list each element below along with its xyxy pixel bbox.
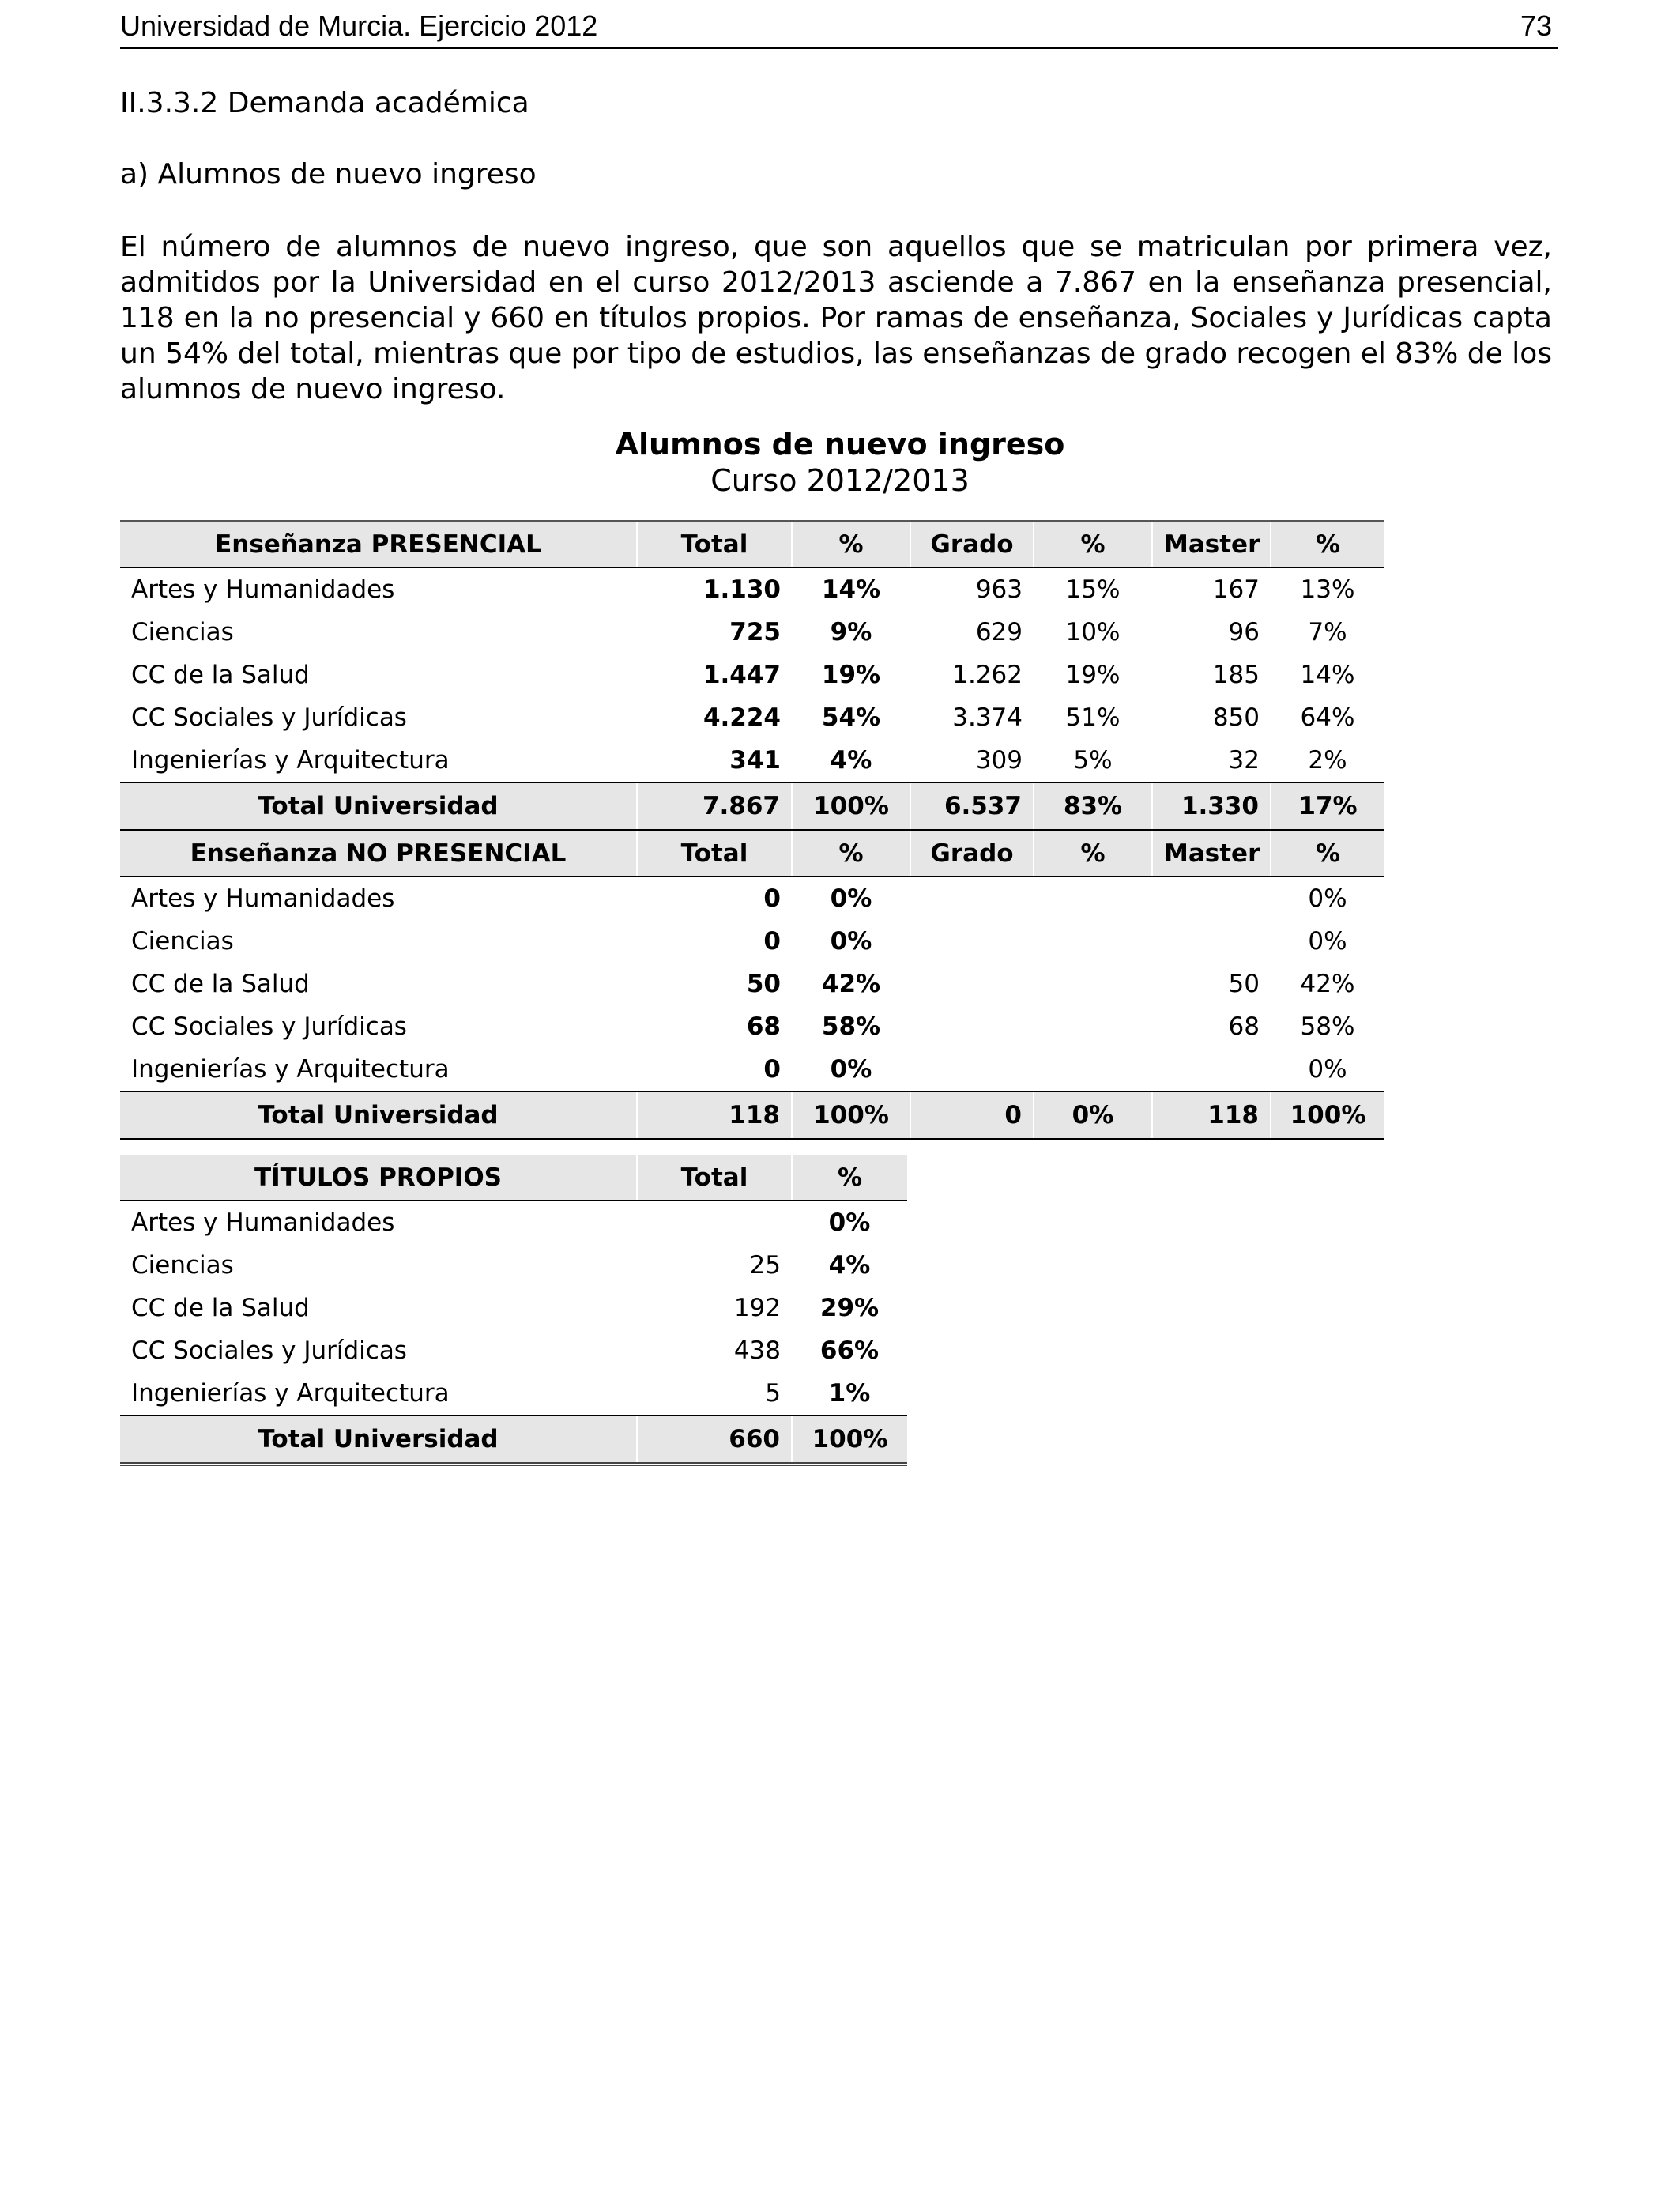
page-number: 73 (1520, 9, 1552, 42)
percent-cell: 66% (819, 1336, 880, 1365)
grado-cell (910, 1048, 1034, 1091)
percent-cell: 100% (792, 1416, 907, 1465)
table-row (120, 1329, 907, 1372)
percent-cell: 5% (1073, 746, 1113, 775)
master-cell: 185 (1212, 661, 1260, 689)
total-cell: 1.130 (703, 575, 781, 604)
grado-cell (910, 920, 1034, 963)
percent-cell: 42% (1300, 970, 1355, 998)
header-title: Universidad de Murcia. Ejercicio 2012 (120, 9, 598, 42)
percent-cell (1034, 1005, 1152, 1048)
table-header-row (120, 1155, 907, 1201)
enrollment-table-presencial (120, 520, 1384, 1140)
table-title: Alumnos de nuevo ingreso (615, 427, 1065, 462)
total-cell: 4.224 (703, 703, 781, 732)
master-cell: 32 (1228, 746, 1260, 775)
header-cell: % (792, 831, 910, 877)
row-label: CC de la Salud (131, 1294, 310, 1322)
total-cell: 341 (729, 746, 781, 775)
grado-cell (910, 1005, 1034, 1048)
table-header-row (120, 522, 1384, 568)
total-cell: 0 (763, 1055, 781, 1084)
percent-cell (1034, 920, 1152, 963)
percent-cell: 4% (830, 746, 872, 775)
percent-cell: 100% (792, 782, 910, 831)
percent-cell: 15% (1065, 575, 1121, 604)
header-cell: % (1034, 831, 1152, 877)
percent-cell: 54% (821, 703, 881, 732)
header-cell: TÍTULOS PROPIOS (120, 1155, 637, 1201)
total-cell: 5 (765, 1379, 781, 1408)
header-cell: Total (637, 1155, 792, 1201)
percent-cell: 14% (1300, 661, 1355, 689)
percent-cell: 7% (1308, 618, 1347, 647)
header-cell: % (1271, 522, 1384, 568)
table-header-row (120, 831, 1384, 877)
percent-cell: 19% (1065, 661, 1121, 689)
table-total-row (120, 1416, 907, 1465)
percent-cell: 58% (821, 1012, 881, 1041)
percent-cell: 100% (792, 1091, 910, 1140)
master-cell: 96 (1228, 618, 1260, 647)
row-label: CC de la Salud (131, 970, 310, 998)
row-label: Artes y Humanidades (131, 575, 395, 604)
total-cell: 725 (729, 618, 781, 647)
row-label: Artes y Humanidades (131, 884, 395, 913)
enrollment-table-titulos-propios (120, 1155, 907, 1466)
header-cell: Total (637, 522, 792, 568)
percent-cell: 9% (830, 618, 872, 647)
total-cell: 50 (746, 970, 781, 998)
master-cell (1152, 920, 1271, 963)
table-row (120, 1201, 907, 1244)
total-cell: 192 (733, 1294, 781, 1322)
header-cell: % (1271, 831, 1384, 877)
total-cell: 68 (746, 1012, 781, 1041)
row-label: Ingenierías y Arquitectura (131, 746, 450, 775)
table-row (120, 1005, 1384, 1048)
table-subtitle: Curso 2012/2013 (710, 463, 970, 498)
total-cell: 25 (749, 1251, 781, 1280)
master-cell: 50 (1228, 970, 1260, 998)
master-cell: 1.330 (1152, 782, 1271, 831)
table-row (120, 876, 1384, 920)
percent-cell: 64% (1300, 703, 1355, 732)
table-row (120, 1048, 1384, 1091)
percent-cell: 2% (1308, 746, 1347, 775)
table-row (120, 611, 1384, 654)
percent-cell: 0% (830, 1055, 872, 1084)
master-cell: 118 (1152, 1091, 1271, 1140)
table-row (120, 1287, 907, 1329)
row-label: Ingenierías y Arquitectura (131, 1379, 450, 1408)
percent-cell: 19% (821, 661, 881, 689)
percent-cell: 17% (1271, 782, 1384, 831)
total-cell: 7.867 (637, 782, 792, 831)
percent-cell: 83% (1034, 782, 1152, 831)
header-cell: Grado (910, 831, 1034, 877)
row-label: CC de la Salud (131, 661, 310, 689)
total-cell: 660 (637, 1416, 792, 1465)
header-cell: % (792, 1155, 907, 1201)
section-heading: II.3.3.2 Demanda académica (120, 87, 529, 119)
row-label: Ingenierías y Arquitectura (131, 1055, 450, 1084)
percent-cell: 4% (828, 1251, 871, 1280)
total-cell: 0 (763, 927, 781, 956)
table-row (120, 739, 1384, 782)
master-cell: 167 (1212, 575, 1260, 604)
percent-cell: 10% (1065, 618, 1121, 647)
master-cell: 850 (1212, 703, 1260, 732)
header-cell: % (1034, 522, 1152, 568)
percent-cell: 0% (1034, 1091, 1152, 1140)
total-cell: 1.447 (703, 661, 781, 689)
header-cell: Grado (910, 522, 1034, 568)
total-label: Total Universidad (120, 1416, 637, 1465)
percent-cell: 0% (830, 927, 872, 956)
percent-cell: 0% (1308, 927, 1347, 956)
table-row (120, 654, 1384, 696)
percent-cell: 58% (1300, 1012, 1355, 1041)
body-paragraph: El número de alumnos de nuevo ingreso, que son aquellos que se matriculan por primera vez, admitidos por la Universidad en el curso 2012/2013 asciende a 7.867 en la enseñanza presencial, 118 en la no presencial y 660 en títulos propios. Por ramas de enseñanza, Sociales y Jurídicas capta un 54% del total, mientras que por tipo de estudios, las enseñanzas de grado recogen el 83% de los alumnos de nuevo ingreso. (120, 231, 1552, 405)
grado-cell: 0 (910, 1091, 1034, 1140)
percent-cell: 0% (830, 884, 872, 913)
grado-cell: 629 (975, 618, 1023, 647)
row-label: CC Sociales y Jurídicas (131, 703, 407, 732)
header-cell: Total (637, 831, 792, 877)
total-cell (637, 1201, 792, 1244)
grado-cell: 6.537 (910, 782, 1034, 831)
row-label: CC Sociales y Jurídicas (131, 1336, 407, 1365)
table-row (120, 696, 1384, 739)
total-cell: 118 (637, 1091, 792, 1140)
master-cell (1152, 1048, 1271, 1091)
percent-cell: 42% (821, 970, 881, 998)
table-row (120, 1244, 907, 1287)
row-label: Ciencias (131, 1251, 234, 1280)
percent-cell (1034, 1048, 1152, 1091)
table-total-row (120, 1091, 1384, 1140)
table-row (120, 567, 1384, 611)
header-cell: Enseñanza PRESENCIAL (120, 522, 637, 568)
grado-cell: 1.262 (952, 661, 1023, 689)
row-label: Ciencias (131, 618, 234, 647)
header-cell: Master (1152, 522, 1271, 568)
master-cell: 68 (1228, 1012, 1260, 1041)
header-cell: Enseñanza NO PRESENCIAL (120, 831, 637, 877)
grado-cell: 309 (975, 746, 1023, 775)
table-row (120, 920, 1384, 963)
percent-cell: 0% (1308, 884, 1347, 913)
header-cell: Master (1152, 831, 1271, 877)
total-label: Total Universidad (120, 1091, 637, 1140)
percent-cell: 0% (1308, 1055, 1347, 1084)
header-cell: % (792, 522, 910, 568)
row-label: Ciencias (131, 927, 234, 956)
percent-cell (1034, 876, 1152, 920)
table-row (120, 963, 1384, 1005)
row-label: Artes y Humanidades (131, 1208, 395, 1237)
total-label: Total Universidad (120, 782, 637, 831)
grado-cell: 3.374 (952, 703, 1023, 732)
percent-cell: 29% (819, 1294, 880, 1322)
percent-cell: 100% (1271, 1091, 1384, 1140)
percent-cell: 1% (828, 1379, 871, 1408)
percent-cell: 0% (828, 1208, 871, 1237)
percent-cell: 13% (1300, 575, 1355, 604)
running-header (120, 3, 1558, 49)
grado-cell (910, 876, 1034, 920)
table-row (120, 1372, 907, 1416)
percent-cell: 51% (1065, 703, 1121, 732)
grado-cell (910, 963, 1034, 1005)
grado-cell: 963 (975, 575, 1023, 604)
percent-cell: 14% (821, 575, 881, 604)
total-cell: 438 (733, 1336, 781, 1365)
master-cell (1152, 876, 1271, 920)
total-cell: 0 (763, 884, 781, 913)
percent-cell (1034, 963, 1152, 1005)
table-total-row (120, 782, 1384, 831)
subsection-heading: a) Alumnos de nuevo ingreso (120, 158, 537, 190)
row-label: CC Sociales y Jurídicas (131, 1012, 407, 1041)
